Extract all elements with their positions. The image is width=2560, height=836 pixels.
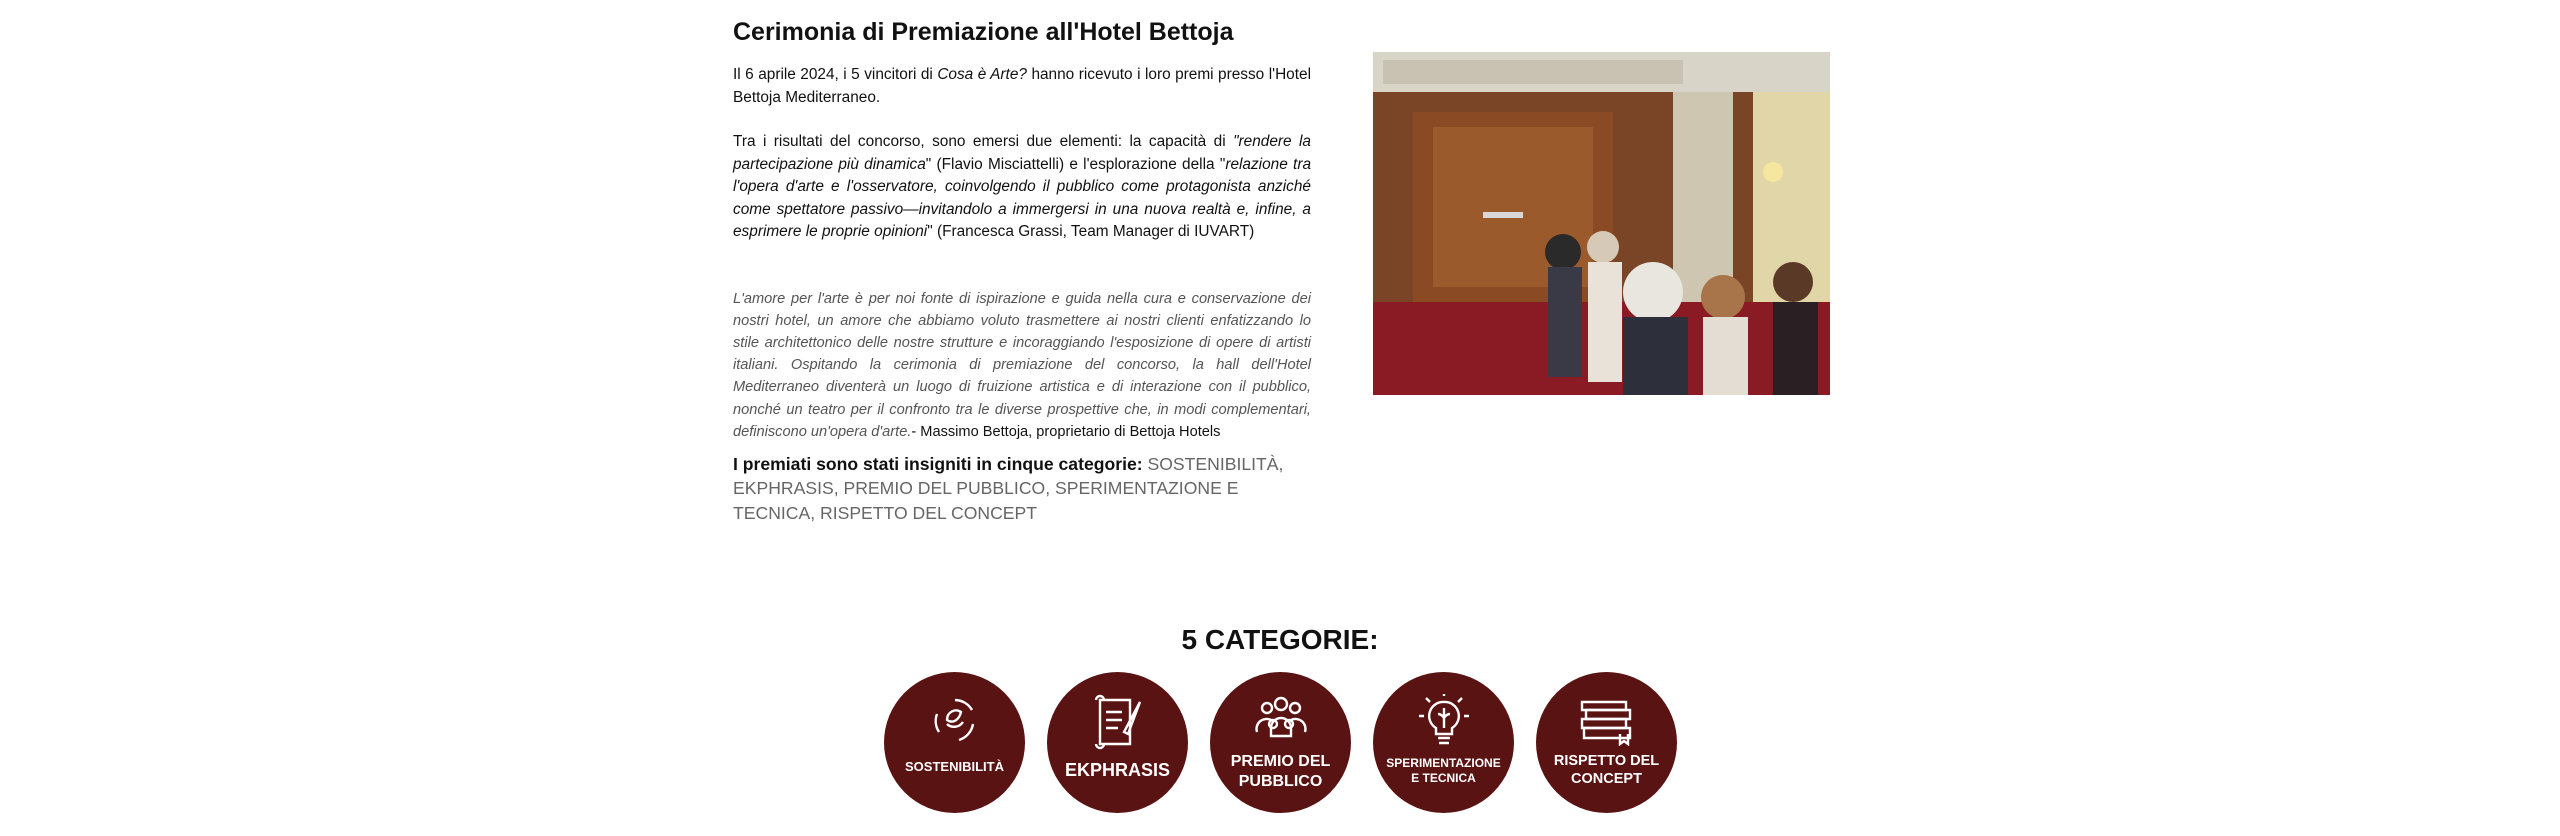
paragraph-results: Tra i risultati del concorso, sono emersi due elementi: la capacità di "rendere la partecipazione più dinamica" (Flavio Misciattelli) e l'esplorazione della "relazione tra l'opera d'arte e l'osservatore, coinvolgendo il pubblico come protagonista anziché come spettatore passivo—invitandolo a immergersi in una nuova realtà e, infine, a esprimere le proprie opinioni" (Francesca Grassi, Team Manager di IUVART) (733, 133, 1311, 240)
books-icon (1576, 694, 1638, 746)
category-premio-del-pubblico[interactable] (1210, 672, 1351, 813)
category-label: EKPHRASIS (1064, 760, 1171, 780)
category-sperimentazione-e-tecnica[interactable] (1373, 672, 1514, 813)
category-sostenibilita[interactable] (884, 672, 1025, 813)
categories-list (884, 672, 1677, 813)
awards-categories-text: I premiati sono stati insigniti in cinque categorie: SOSTENIBILITÀ, EKPHRASIS, PREMIO DEL PUBBLICO, SPERIMENTAZIONE E TECNICA, RISPETTO DEL CONCEPT (733, 453, 1284, 523)
article (733, 18, 1311, 525)
category-label: PREMIO DEL PUBBLICO (1230, 753, 1331, 790)
categories-heading: 5 CATEGORIE: (1181, 624, 1379, 655)
ceremony-photo-image (1373, 52, 1830, 395)
people-icon (1253, 694, 1309, 746)
recycle-icon (929, 694, 981, 746)
article-title: Cerimonia di Premiazione all'Hotel Bettoja (733, 18, 1234, 46)
category-label: SPERIMENTAZIONE E TECNICA (1386, 756, 1501, 785)
category-rispetto-del-concept[interactable] (1536, 672, 1677, 813)
owner-quote: L'amore per l'arte è per noi fonte di ispirazione e guida nella cura e conservazione dei nostri hotel, un amore che abbiamo voluto trasmettere ai nostri clienti enfatizzando lo stile architettonico delle nostre strutture e incoraggiando l'esposizione di opere di artisti italiani. Ospitando la cerimonia di premiazione del concorso, la hall dell'Hotel Mediterraneo diventerà un luogo di fruizione artistica e di interazione con il pubblico, nonché un teatro per il confronto tra le diverse prospettive che, in modi complementari, definiscono un'opera d'arte.- Massimo Bettoja, proprietario di Bettoja Hotels (733, 290, 1311, 440)
lightbulb-brain-icon (1416, 694, 1472, 752)
category-ekphrasis[interactable] (1047, 672, 1188, 813)
category-label: SOSTENIBILITÀ (905, 759, 1004, 774)
ceremony-photo (1373, 52, 1830, 395)
paragraph-intro: Il 6 aprile 2024, i 5 vincitori di Cosa è Arte? hanno ricevuto i loro premi presso l'Hotel Bettoja Mediterraneo. (733, 66, 1312, 106)
category-label: RISPETTO DEL CONCEPT (1553, 753, 1660, 788)
scroll-quill-icon (1090, 694, 1146, 752)
quote-author: - Massimo Bettoja, proprietario di Bettoja Hotels (911, 423, 1221, 440)
